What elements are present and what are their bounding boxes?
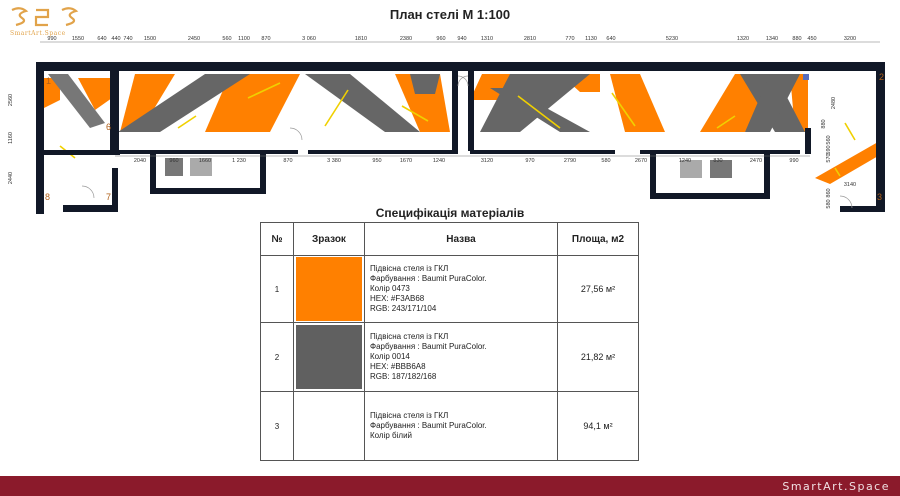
footer-bar	[0, 476, 900, 496]
footer-text: SmartArt.Space	[782, 480, 890, 493]
header-area: Площа, м2	[558, 223, 639, 256]
dimension-label: 1550	[71, 36, 85, 42]
name-cell	[365, 392, 558, 461]
dimension-label: 580	[601, 158, 611, 164]
dimension-label: 590	[826, 145, 832, 155]
material-description	[365, 411, 557, 441]
marker	[803, 74, 809, 80]
description-line: RGB: 187/182/168	[370, 372, 437, 381]
room-number: 6	[106, 122, 112, 132]
dimension-label: 560	[826, 135, 832, 145]
gray-band	[410, 74, 440, 94]
dimension-label: 1100	[238, 36, 250, 42]
row-number: 1	[261, 256, 294, 323]
dimension-label: 860	[826, 188, 832, 198]
description-line: RGB: 243/171/104	[370, 304, 437, 313]
swatch-gray	[296, 325, 362, 389]
dimension-label: 1310	[480, 36, 494, 42]
plan-title: План стелі М 1:100	[389, 7, 511, 22]
dimension-label: 1670	[399, 158, 413, 164]
area-cell: 94,1 м²	[558, 392, 639, 461]
header-name: Назва	[365, 223, 558, 256]
spec-title: Специфікація матеріалів	[375, 206, 525, 220]
dimension-label: 2470	[749, 158, 763, 164]
room-number: 2	[879, 72, 885, 82]
header-swatch: Зразок	[294, 223, 365, 256]
swatch-cell	[294, 392, 365, 461]
table-row	[261, 256, 639, 323]
dimension-label: 1240	[678, 158, 692, 164]
dimension-label: 1810	[354, 36, 368, 42]
dimension-label: 580	[826, 199, 832, 209]
dimension-label: 1130	[585, 36, 597, 42]
top-dimensions	[47, 36, 856, 42]
description-line: Підвісна стеля із ГКЛ	[370, 264, 449, 273]
dimension-label: 3 380	[327, 158, 341, 164]
dimension-label: 570	[826, 153, 832, 163]
dimension-label: 1340	[765, 36, 779, 42]
swatch-orange	[296, 257, 362, 321]
dimension-label: 740	[123, 36, 133, 42]
description-line: Фарбування : Baumit PuraColor.	[370, 421, 487, 430]
dimension-label: 880	[792, 36, 802, 42]
dimension-label: 880	[821, 119, 827, 129]
dimension-label: 3200	[843, 36, 857, 42]
dimension-label: 960	[436, 36, 446, 42]
name-cell	[365, 323, 558, 392]
table-row	[261, 323, 639, 392]
dimension-label: 3 060	[302, 36, 316, 42]
room-number: 8	[45, 192, 51, 202]
name-cell	[365, 256, 558, 323]
description-line: Колір 0473	[370, 284, 410, 293]
dimension-label: 990	[47, 36, 57, 42]
dimension-label: 1320	[736, 36, 750, 42]
area-cell: 21,82 м²	[558, 323, 639, 392]
dimension-label: 940	[457, 36, 467, 42]
row-number: 3	[261, 392, 294, 461]
description-line: HEX: #BBB6A8	[370, 362, 426, 371]
description-line: HEX: #F3AB68	[370, 294, 425, 303]
dimension-label: 950	[372, 158, 382, 164]
dimension-label: 560	[222, 36, 232, 42]
logo-text: SmartArt.Space	[10, 30, 66, 37]
swatch-cell	[294, 256, 365, 323]
dimension-label: 2790	[563, 158, 577, 164]
description-line: Колір білий	[370, 431, 413, 440]
dimension-label: 1660	[198, 158, 212, 164]
dimension-label: 1240	[432, 158, 446, 164]
swatch-white	[296, 394, 362, 458]
dimension-label: 870	[261, 36, 271, 42]
material-description	[365, 264, 557, 314]
table-row	[261, 392, 639, 461]
description-line: Фарбування : Baumit PuraColor.	[370, 274, 487, 283]
dimension-label: 440	[111, 36, 121, 42]
description-line: Підвісна стеля із ГКЛ	[370, 411, 449, 420]
dimension-label: 1160	[8, 132, 14, 144]
dimension-label: 830	[713, 158, 723, 164]
dimension-label: 960	[169, 158, 179, 164]
description-line: Підвісна стеля із ГКЛ	[370, 332, 449, 341]
dimension-label: 3140	[843, 182, 857, 188]
swatch-cell	[294, 323, 365, 392]
room-number: 3	[877, 192, 883, 202]
room-number: 7	[106, 192, 112, 202]
area-cell: 27,56 м²	[558, 256, 639, 323]
ceiling-plan	[0, 28, 900, 220]
dimension-label: 2440	[8, 171, 14, 185]
dimension-label: 770	[565, 36, 575, 42]
dimension-label: 3120	[480, 158, 494, 164]
spec-table	[260, 222, 639, 461]
dimension-label: 5230	[665, 36, 679, 42]
left-dimensions	[8, 94, 14, 184]
dimension-label: 450	[807, 36, 817, 42]
dimension-label: 2810	[523, 36, 537, 42]
material-description	[365, 332, 557, 382]
dimension-label: 2560	[8, 93, 14, 107]
dimension-label: 2040	[133, 158, 147, 164]
dimension-label: 1500	[143, 36, 157, 42]
room-number: 1	[46, 76, 52, 86]
dimension-label: 990	[789, 158, 799, 164]
dimension-label: 2380	[399, 36, 413, 42]
dimension-label: 640	[606, 36, 616, 42]
description-line: Фарбування : Baumit PuraColor.	[370, 342, 487, 351]
header-no: №	[261, 223, 294, 256]
dimension-label: 2670	[634, 158, 648, 164]
dimension-label: 870	[283, 158, 293, 164]
dimension-label: 640	[97, 36, 107, 42]
row-number: 2	[261, 323, 294, 392]
dimension-label: 2450	[187, 36, 201, 42]
description-line: Колір 0014	[370, 352, 410, 361]
dimension-label: 970	[525, 158, 535, 164]
dimension-label: 1 230	[232, 158, 246, 164]
dimension-label: 2480	[831, 96, 837, 110]
spec-header-row	[261, 223, 639, 256]
